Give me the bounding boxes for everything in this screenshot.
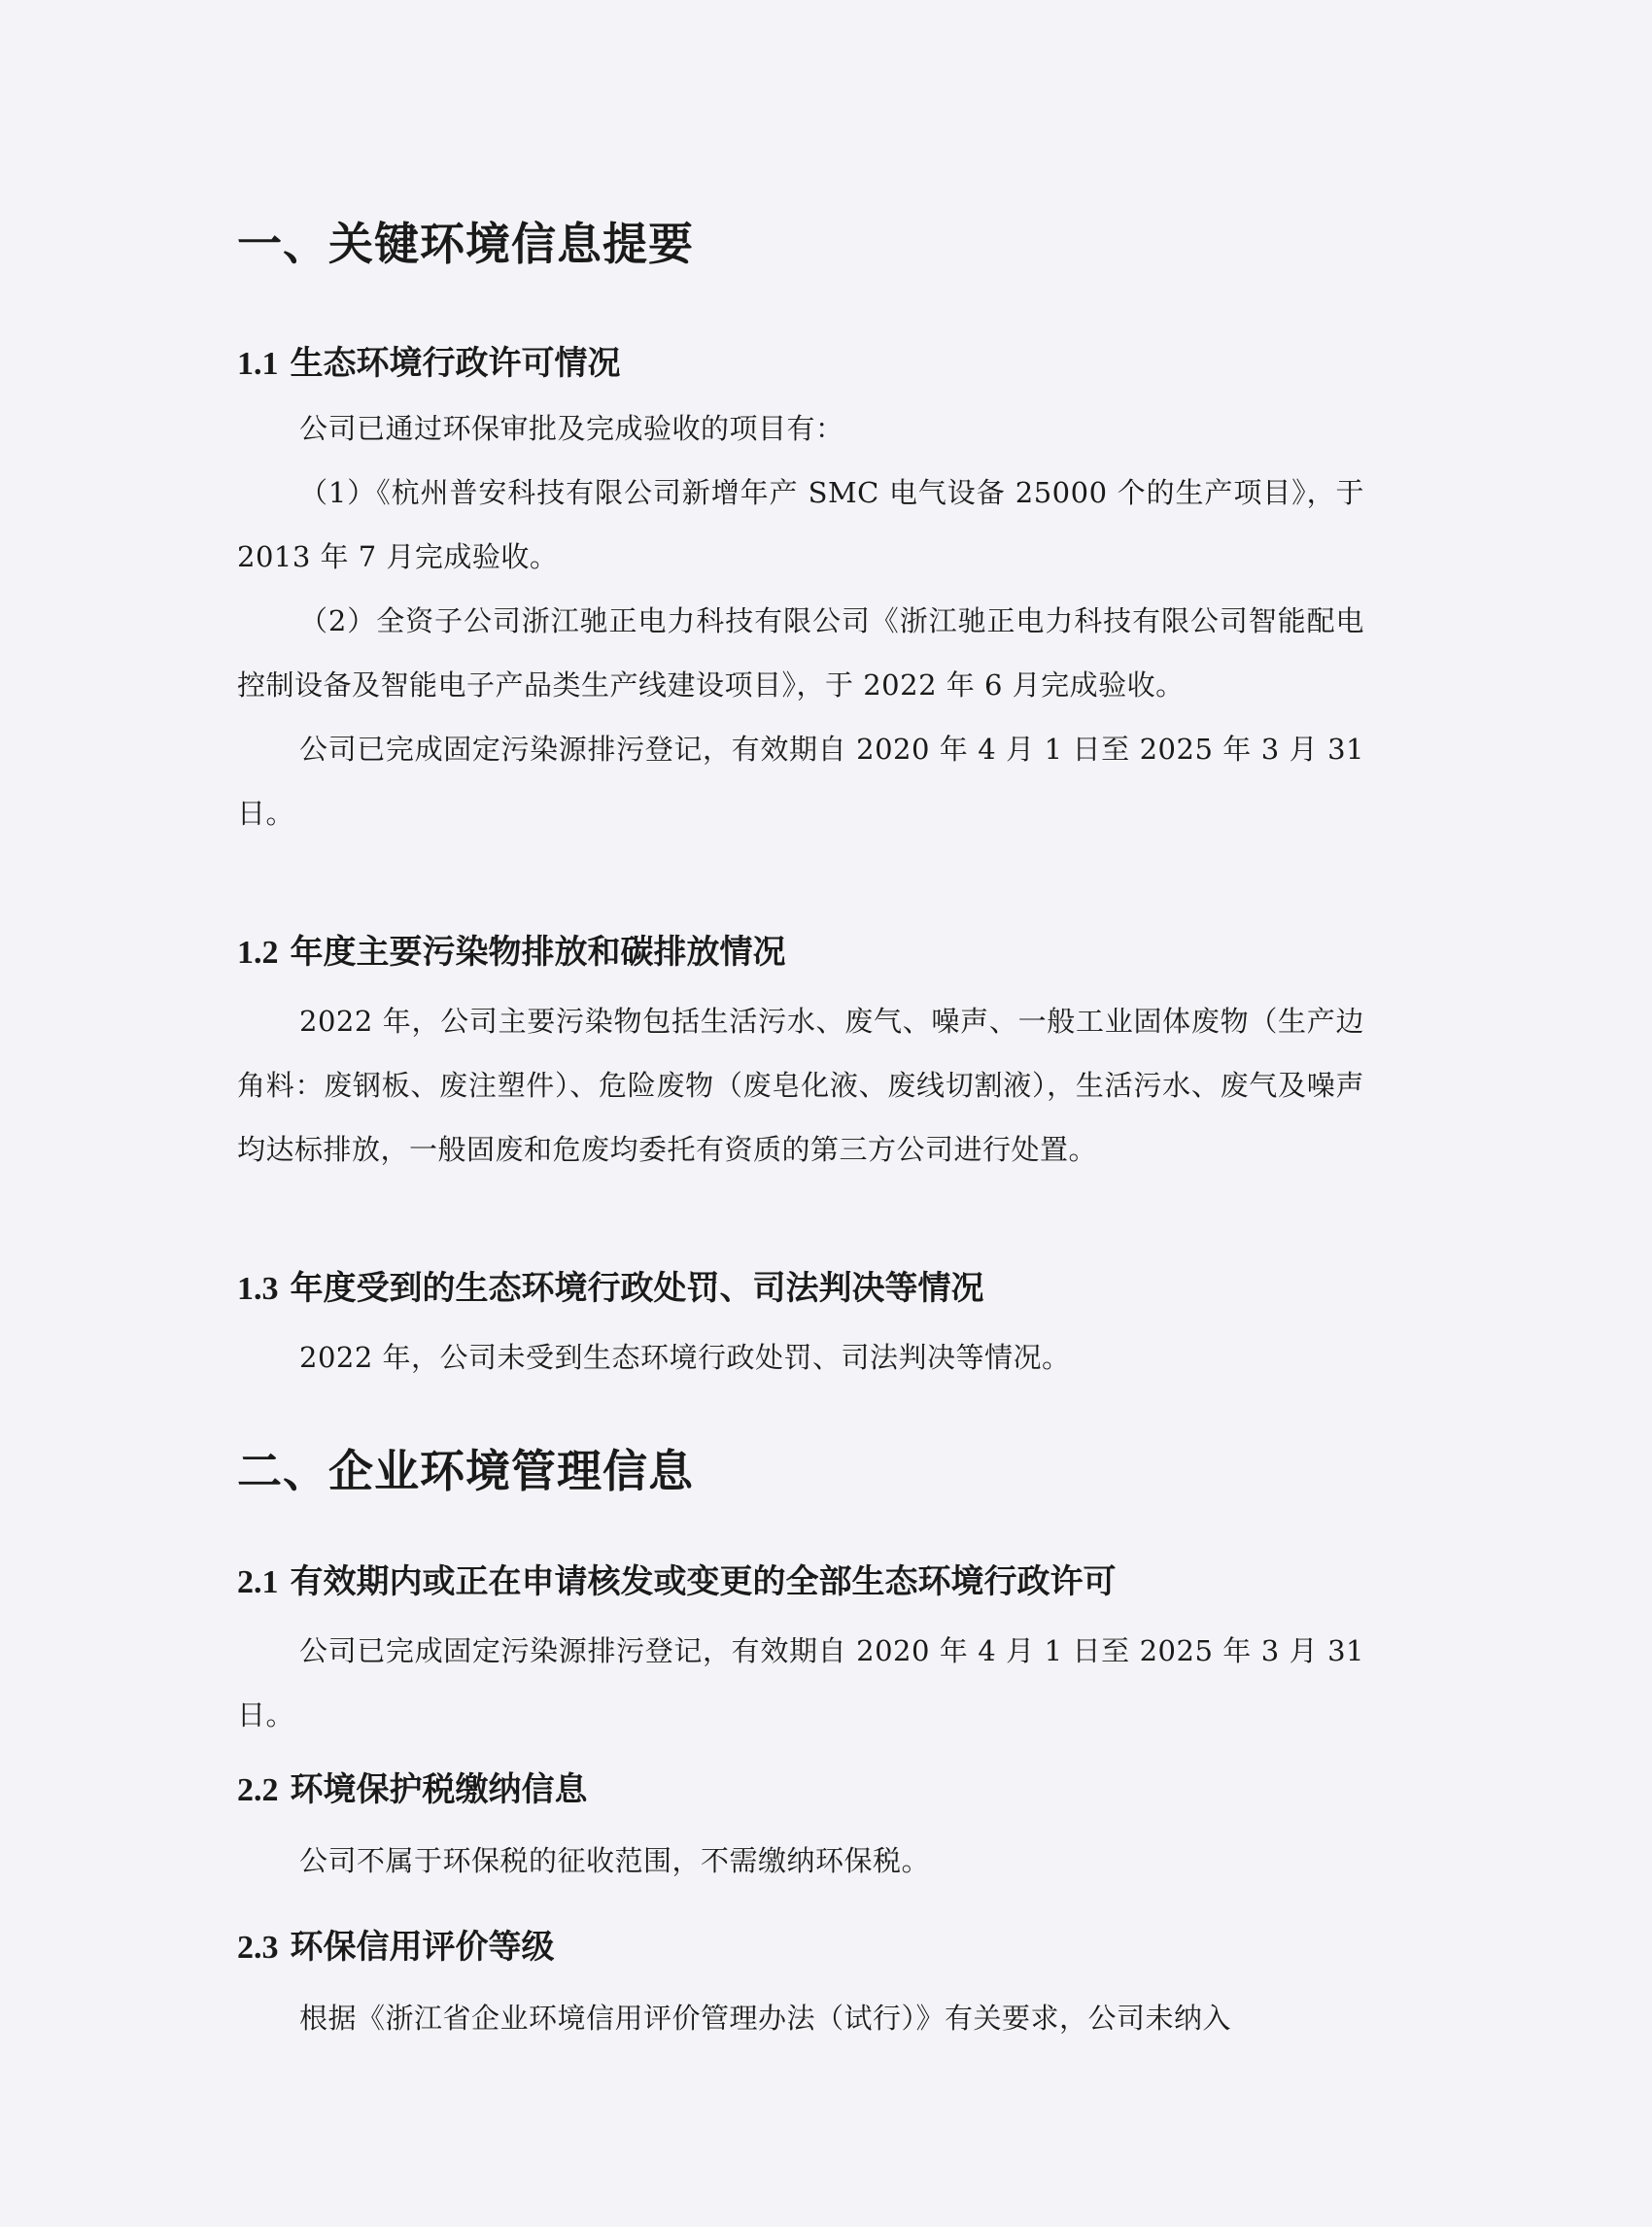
heading-number: 1.1: [237, 346, 279, 382]
heading-text: 环保信用评价等级: [290, 1928, 555, 1967]
heading-text: 环境保护税缴纳信息: [290, 1770, 588, 1809]
heading-text: 年度主要污染物排放和碳排放情况: [290, 933, 786, 972]
section-2-3-body: [237, 1986, 1364, 2050]
section-2-1-body: [237, 1619, 1364, 1747]
paragraph-emissions: 2022 年，公司主要污染物包括生活污水、废气、噪声、一般工业固体废物（生产边角料：废钢板、废注塑件）、危险废物（废皂化液、废线切割液），生活污水、废气及噪声均达标排放，一般固废和危废均委托有资质的第三方公司进行处置。: [237, 1005, 1364, 1166]
heading-1-3: [237, 1261, 984, 1309]
heading-number: 2.1: [237, 1564, 279, 1600]
paragraph-item-1: （1）《杭州普安科技有限公司新增年产 SMC 电气设备 25000 个的生产项目》，于 2013 年 7 月完成验收。: [237, 476, 1364, 573]
heading-1-1: [237, 336, 621, 384]
heading-2-2: [237, 1763, 588, 1810]
paragraph-tax: 公司不属于环保税的征收范围，不需缴纳环保税。: [299, 1844, 931, 1877]
heading-number: 1.2: [237, 935, 279, 971]
section-1-1-body: [237, 396, 1364, 845]
section-2-title: 二、企业环境管理信息: [237, 1445, 694, 1497]
section-1-2-body: [237, 989, 1364, 1182]
heading-text: 生态环境行政许可情况: [290, 344, 621, 383]
paragraph-credit: 根据《浙江省企业环境信用评价管理办法（试行）》有关要求，公司未纳入: [299, 2002, 1232, 2035]
paragraph-item-2: （2）全资子公司浙江驰正电力科技有限公司《浙江驰正电力科技有限公司智能配电控制设备及智能电子产品类生产线建设项目》，于 2022 年 6 月完成验收。: [237, 604, 1364, 702]
heading-number: 2.3: [237, 1930, 279, 1966]
heading-1-2: [237, 925, 786, 973]
heading-number: 2.2: [237, 1772, 279, 1808]
heading-text: 有效期内或正在申请核发或变更的全部生态环境行政许可: [290, 1562, 1117, 1601]
heading-text: 年度受到的生态环境行政处罚、司法判决等情况: [290, 1269, 984, 1308]
paragraph-intro: 公司已通过环保审批及完成验收的项目有：: [299, 412, 844, 445]
heading-2-3: [237, 1920, 555, 1968]
paragraph-permit: 公司已完成固定污染源排污登记，有效期自 2020 年 4 月 1 日至 2025 年 3 月 31 日。: [237, 1634, 1364, 1731]
paragraph-penalties: 2022 年，公司未受到生态环境行政处罚、司法判决等情况。: [299, 1341, 1071, 1374]
section-1-title: 一、关键环境信息提要: [237, 218, 694, 270]
heading-number: 1.3: [237, 1271, 279, 1307]
heading-2-1: [237, 1555, 1117, 1602]
section-2-2-body: [237, 1829, 1364, 1893]
paragraph-registration: 公司已完成固定污染源排污登记，有效期自 2020 年 4 月 1 日至 2025 年 3 月 31 日。: [237, 733, 1364, 830]
section-1-3-body: [237, 1325, 1364, 1389]
